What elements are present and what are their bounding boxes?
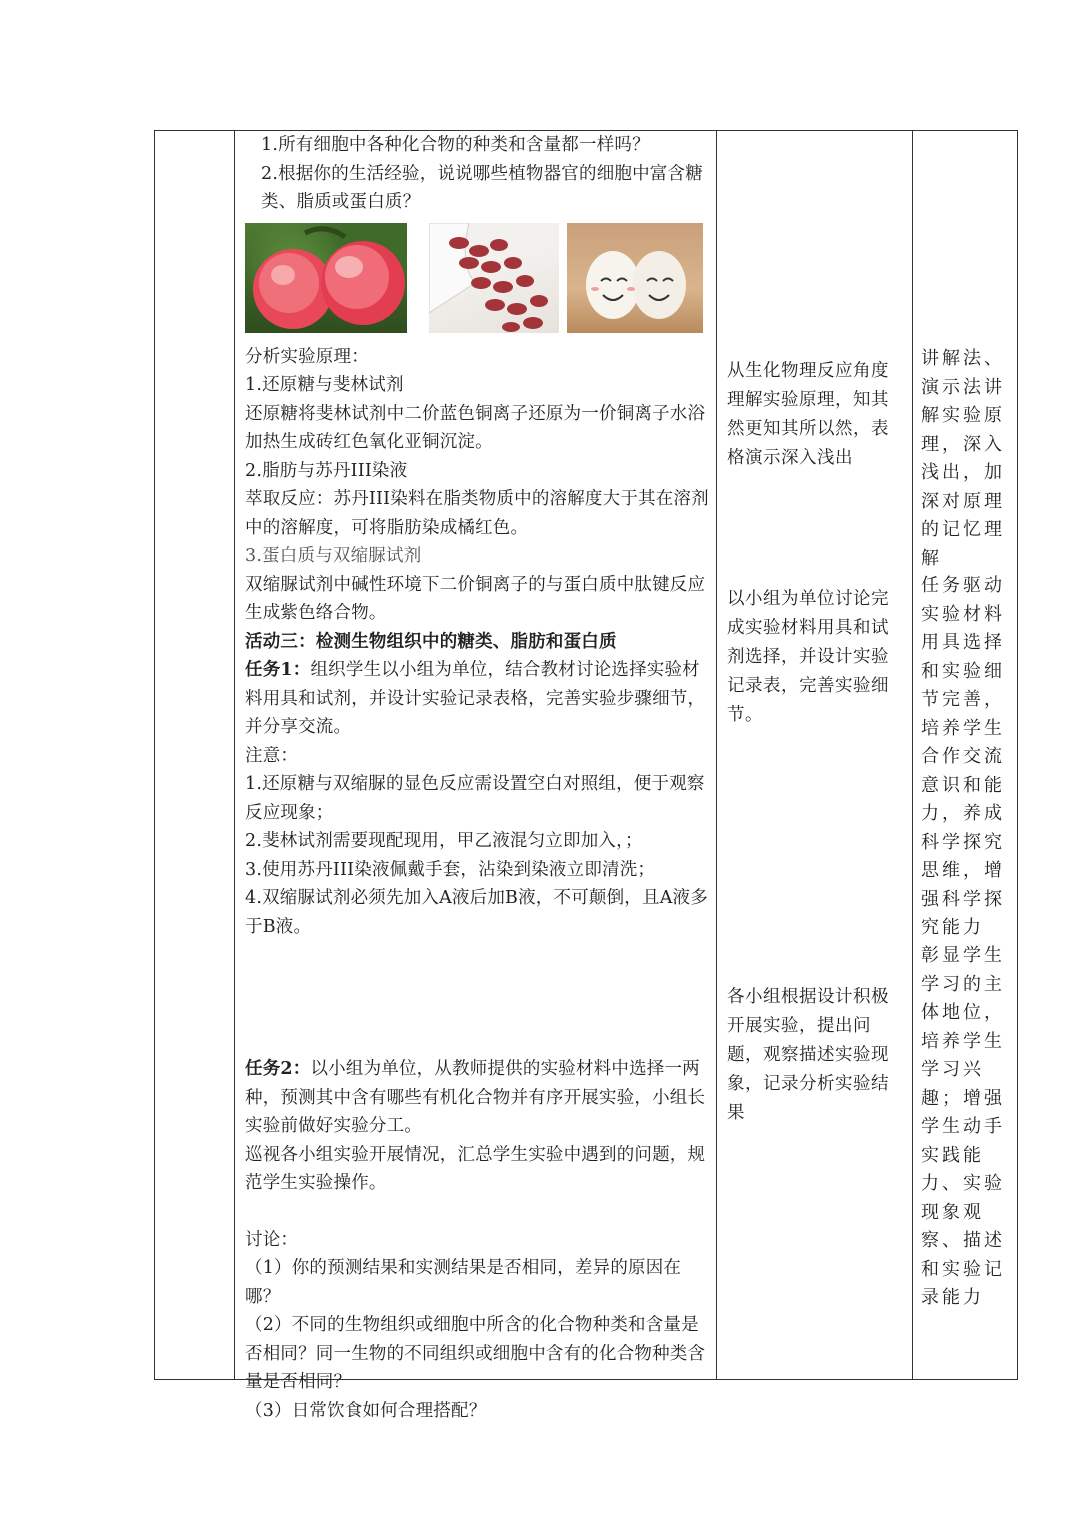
principle-3-title: 3.蛋白质与双缩脲试剂 <box>245 546 422 566</box>
note-4: 4.双缩脲试剂必须先加入A液后加B液，不可颠倒，且A液多于B液。 <box>245 888 708 937</box>
student-activity-3: 各小组根据设计积极开展实验，提出问题，观察描述实验现象，记录分析实验结果 <box>727 987 889 1123</box>
principle-1-body: 还原糖将斐林试剂中二价蓝色铜离子还原为一价铜离子水浴加热生成砖红色氧化亚铜沉淀。 <box>245 403 706 452</box>
design-intent-column <box>921 131 1011 1379</box>
design-intent-2: 任务驱动实验材料用具选择和实验细节完善，培养学生合作交流意识和能力，养成科学探究思维，增强科学探究能力 <box>921 575 1005 938</box>
task-2 <box>245 1055 710 1141</box>
teaching-content-column <box>245 131 710 1421</box>
task-2-label: 任务2： <box>245 1059 311 1079</box>
spacer <box>245 1198 710 1226</box>
egg-photo <box>567 223 703 333</box>
principle-heading: 分析实验原理： <box>245 346 369 367</box>
material-images <box>245 223 710 335</box>
task-1 <box>245 656 710 742</box>
student-activity-column <box>727 131 905 1379</box>
note-3: 3.使用苏丹III染液佩戴手套，沾染到染液立即清洗； <box>245 859 656 880</box>
patrol-text: 巡视各小组实验开展情况，汇总学生实验中遇到的问题，规范学生实验操作。 <box>245 1144 706 1193</box>
note-1: 1.还原糖与双缩脲的显色反应需设置空白对照组，便于观察反应现象； <box>245 774 705 823</box>
column-divider <box>716 131 717 1379</box>
design-intent-1: 讲解法、演示法讲解实验原理，深入浅出，加深对原理的记忆理解 <box>921 348 1005 569</box>
discussion-3: （3）日常饮食如何合理搭配？ <box>245 1400 487 1421</box>
student-activity-2: 以小组为单位讨论完成实验材料用具和试剂选择，并设计实验记录表，完善实验细节。 <box>727 589 889 725</box>
spacer <box>245 941 710 1055</box>
column-divider <box>234 131 235 1379</box>
discussion-2: （2）不同的生物组织或细胞中所含的化合物种类和含量是否相同？同一生物的不同组织或细胞中含有的化合物种类含量是否相同？ <box>245 1315 706 1392</box>
principle-3-body: 双缩脲试剂中碱性环境下二价铜离子的与蛋白质中肽键反应生成紫色络合物。 <box>245 574 706 623</box>
lesson-plan-table <box>154 130 1018 1421</box>
apple-photo <box>245 223 407 333</box>
task-1-body: 组织学生以小组为单位，结合教材讨论选择实验材料用具和试剂，并设计实验记录表格，完善实验步骤细节，并分享交流。 <box>245 660 706 737</box>
question-1: 1.所有细胞中各种化合物的种类和含量都一样吗？ <box>261 135 650 155</box>
peanut-photo <box>429 223 559 333</box>
activity-3-heading: 活动三：检测生物组织中的糖类、脂肪和蛋白质 <box>245 631 617 652</box>
discussion-1: （1）你的预测结果和实测结果是否相同，差异的原因在哪？ <box>245 1258 682 1307</box>
task-2-body: 以小组为单位，从教师提供的实验材料中选择一两种，预测其中含有哪些有机化合物并有序开展实验，小组长实验前做好实验分工。 <box>245 1059 706 1136</box>
principle-2-body: 萃取反应：苏丹III染料在脂类物质中的溶解度大于其在溶剂中的溶解度，可将脂肪染成橘红色。 <box>245 489 709 538</box>
discussion-heading: 讨论： <box>245 1229 299 1250</box>
design-intent-3: 彰显学生学习的主体地位，培养学生学习兴趣；增强学生动手实践能力、实验现象观察、描述和实验记录能力 <box>921 945 1005 1308</box>
student-activity-1: 从生化物理反应角度理解实验原理，知其然更知其所以然，表格演示深入浅出 <box>727 361 889 468</box>
task-1-label: 任务1： <box>245 660 311 680</box>
principle-1-title: 1.还原糖与斐林试剂 <box>245 375 404 395</box>
principle-2-title: 2.脂肪与苏丹III染液 <box>245 460 408 481</box>
column-divider <box>912 131 913 1379</box>
question-2: 2.根据你的生活经验，说说哪些植物器官的细胞中富含糖类、脂质或蛋白质？ <box>261 163 703 212</box>
note-heading: 注意： <box>245 745 299 766</box>
note-2: 2.斐林试剂需要现配现用，甲乙液混匀立即加入，； <box>245 831 643 851</box>
